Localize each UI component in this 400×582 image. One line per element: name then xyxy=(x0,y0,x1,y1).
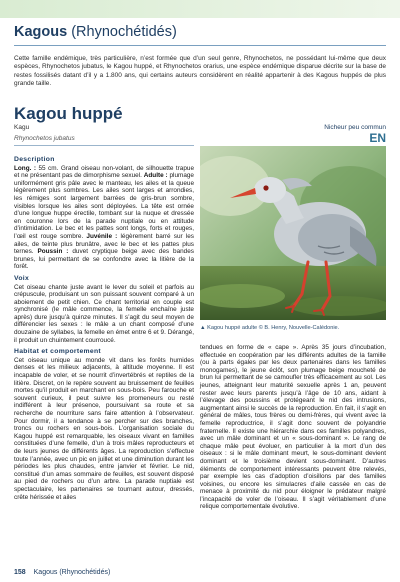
voice-paragraph: Cet oiseau chante juste avant le lever du soleil et parfois au crépuscule, produisant un son puissant souvent comparé à un aboiement de petit chien. Ce chant territorial en couple est synchronisé (le mâle commence, la femelle enchaîne juste après) dure jusqu’à quinze minutes. Il s’agit du seul moyen de différencier les sexes : le mâle a un chant composé d’une douzaine de syllabes, la femelle en émet entre 6 et 9. Dérangé, il produit un chuintement courroucé. xyxy=(14,283,194,344)
description-heading: Description xyxy=(14,156,55,163)
page-number: 158 xyxy=(14,569,26,576)
page-title xyxy=(14,24,177,40)
juvenile-label: Juvénile : xyxy=(86,232,118,240)
chick-label: Poussin : xyxy=(37,248,69,256)
species-scientific-name: Rhynochetos jubatus xyxy=(14,135,75,142)
left-column xyxy=(14,152,194,503)
adult-label: Adulte : xyxy=(143,172,168,180)
header-band xyxy=(0,0,400,18)
length-label: Long. : xyxy=(14,164,36,172)
right-column xyxy=(200,344,386,513)
family-intro: Cette famille endémique, très particulière, n’est formée que d’un seul genre, Rhynochetos, ne possédant lui-même que deux espèces, Rhynochetos jubatus, le Kagou huppé, et Rhynochetos orarius, une espèce endémique disparue décrite sur la base de restes fossilisés datant d’il y a 1.800 ans, qui certains auteurs considèrent en réalité appartenir à des Kagous huppés de plus grande taille. xyxy=(14,55,386,87)
voice-heading: Voix xyxy=(14,274,30,282)
status-label: Nicheur peu commun xyxy=(324,124,386,131)
photo-caption: ▲ Kagou huppé adulte © B. Henry, Nouvelle-Calédonie. xyxy=(200,325,340,331)
habitat-paragraph-2: tendues en forme de « cape ». Après 35 jours d’incubation, effectuée en coopération par les différents adultes de la famille (ou à parts égales par les deux partenaires dans les familles monogames), le jeune éclôt, son plumage beige moucheté de brun lui permettant de se camoufler très efficacement au sol. Les jeunes, atteignant leur maturité sexuelle après 1 an, peuvent rester avec leurs parents jusqu’à l’âge de 10 ans, aidant à l’élevage des poussins et protégeant le nid des intrusions, augmentant ainsi le succès de la reproduction. En fait, il s’agit en général de mâles, tous frères ou demi-frères, qui vivent avec la femelle reproductrice, il s’agit donc souvent de polyandrie fraternelle. Il existe une hiérarchie dans ces familles polyandres, avec un mâle dominant et un « sous-dominant ». Le rang de chaque mâle peut évoluer, en particulier à la mort d’un des oiseaux : si le mâle dominant meurt, le sous-dominant devient dominant et le troisième devient sous-dominant. D’autres éléments de comportement intéressants peuvent être relevés, par exemple les cas d’adoption d’oisillons par des familles voisines, ou encore les simulacres d’aile cassée en cas de menace à proximité du nid pour éloigner le prédateur malgré l’incapacité de voler de l’oiseau. Il s’agit véritablement d’une relique comportementale évolutive. xyxy=(200,344,386,511)
description-paragraph xyxy=(14,165,194,271)
page-title-family: (Rhynochétidés) xyxy=(71,24,177,40)
adult-text: plumage uniformément gris pâle avec le manteau, les ailes et la queue légèrement plus sombres. Les ailes sont larges et arrondies, les rémiges sont largement barrées de gris-brun sombre, visibles lorsque les ailes sont déployées. La tête est ornée d’une longue huppe érectile, tombant sur la nuque et dressée en couronne lors de la parade nuptiale ou en attitude d’intimidation. Le bec et les pattes sont longs, forts et rouges, l’œil est rouge sombre. xyxy=(14,172,194,240)
title-divider xyxy=(14,45,386,46)
habitat-heading: Habitat et comportement xyxy=(14,348,101,356)
running-title: Kagous (Rhynochétidés) xyxy=(33,569,111,576)
page-footer xyxy=(14,569,110,576)
species-divider xyxy=(14,145,194,146)
page-title-main: Kagous xyxy=(14,24,68,40)
habitat-paragraph-1: Cet oiseau unique au monde vit dans les forêts humides denses et les milieux adjacents, à altitude moyenne. Il est incapable de voler, et se nourrit d’invertébrés et reptiles de la litière. Discret, on le repère souvent au bruissement de feuilles mortes qu’il produit en marchant en sous-bois. Peu farouche et souvent curieux, il peut suivre les promeneurs ou resté indifférent à leur présence, poursuivant sa route et sa recherche de nourriture sans faire attention à l’observateur. Pour dormir, il a tendance à se percher sur des branches, troncs ou rochers en sous-bois. L’organisation sociale du Kagou huppé est remarquable, les oiseaux vivant en familles constituées d’une femelle, d’un à trois mâles reproducteurs et de leurs jeunes de différents âges. La reproduction s’effectue toute l’année, avec un pic en juillet et une diminution durant les périodes les plus chaudes, entre janvier et février. Le nid, constitué d’un amas sommaire de feuilles, est souvent disposé au pied de rochers ou d’un arbre. La parade nuptiale est spectaculaire, les partenaires se tournant autour, dressés, crête hérissée et ailes xyxy=(14,356,194,501)
kagu-illustration xyxy=(200,146,386,320)
chick-text: duvet cryptique beige avec des bandes brunes, lui permettant de se confondre avec la litière de la forêt. xyxy=(14,248,194,271)
iucn-status-badge: EN xyxy=(369,131,386,145)
species-name: Kagou huppé xyxy=(14,104,123,123)
length-text: 55 cm. Grand oiseau non-volant, de silhouette trapue et ne présentant pas de dimorphisme sexuel. xyxy=(14,164,195,180)
juvenile-text: légèrement barré sur les ailes, de teinte plus brunâtre, avec le bec et les pattes plus ternes. xyxy=(14,232,194,256)
species-local-name: Kagu xyxy=(14,124,30,131)
kagu-photo xyxy=(200,146,386,320)
